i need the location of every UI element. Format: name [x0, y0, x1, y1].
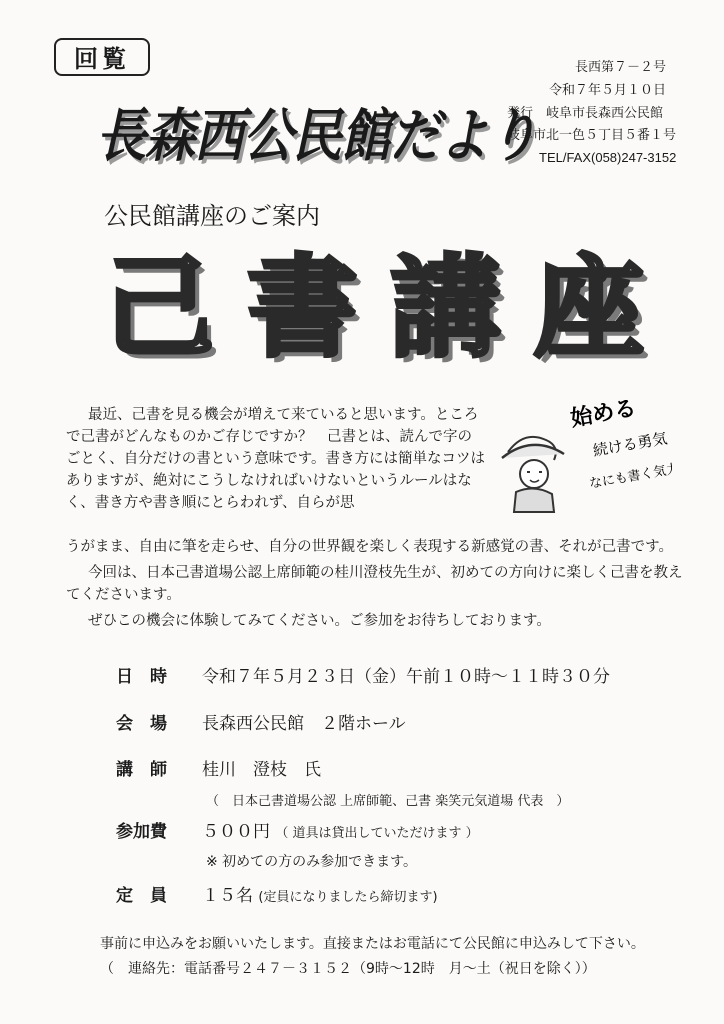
newsletter-title: 長森西公民館だより — [96, 102, 537, 170]
big-title — [104, 244, 644, 372]
capacity-note: (定員になりましたら締切ます) — [258, 890, 438, 905]
kairan-stamp: 回覧 — [54, 38, 150, 76]
fee-label: 参加費 — [116, 822, 167, 842]
art-text-1: 始める — [568, 400, 639, 432]
footer-line-1: 事前に申込みをお願いいたします。直接またはお電話にて公民館に申込みして下さい。 — [100, 936, 645, 952]
venue-value: 長森西公民館 ２階ホール — [202, 714, 406, 734]
fee-note: （ 道具は貸出していただけます ） — [275, 826, 479, 841]
intro-paragraph-2: 今回は、日本己書道場公認上席師範の桂川澄枝先生が、初めての方向けに楽しく己書を教えてくださいます。 — [66, 565, 683, 603]
big-title-char: 己 — [104, 244, 214, 372]
date-value: 令和７年５月２３日（金）午前１０時～１１時３０分 — [202, 667, 610, 687]
issue-date: 令和７年５月１０日 — [548, 83, 666, 98]
intro-paragraph-1-end: うがまま、自由に筆を走らせ、自分の世界観を楽しく表現する新感覚の書、それが己書です。 — [66, 539, 673, 555]
capacity-value: １５名 (定員になりましたら締切ます) — [202, 886, 438, 906]
footer-line-2: （ 連絡先：電話番号２４７－３１５２（9時～12時 月～土（祝日を除く）） — [100, 961, 596, 977]
address: 岐阜市北一色５丁目５番１号 — [507, 128, 677, 143]
capacity-label: 定 員 — [116, 886, 167, 906]
intro-paragraph-3: ぜひこの機会に体験してみてください。ご参加をお待ちしております。 — [88, 613, 551, 629]
teacher-value: 桂川 澄枝 氏 — [202, 760, 321, 780]
teacher-label: 講 師 — [116, 760, 167, 780]
art-text-3: なにも書く気力 — [588, 461, 672, 492]
publisher: 発行 岐阜市長森西公民館 — [507, 106, 664, 121]
big-title-char: 講 — [390, 244, 501, 372]
venue-label: 会 場 — [116, 714, 167, 734]
big-title-char: 書 — [247, 244, 358, 372]
date-label: 日 時 — [116, 667, 167, 687]
calligraphy-art-icon — [494, 400, 672, 518]
intro-paragraph-1: 最近、己書を見る機会が増えて来ていると思います。ところで己書がどんなものかご存じですか？ 己書とは、読んで字のごとく、自分だけの書という意味です。書き方には簡単なコツはありますが、絶対にこうしなければいけないというルールはなく、書き方や書き順にとらわれず、自らが思 — [66, 407, 486, 511]
fee-value: ５００円 （ 道具は貸出していただけます ） — [202, 822, 479, 842]
tel-fax: TEL/FAX(058)247-3152 — [539, 150, 677, 165]
fee-note-2: ※ 初めての方のみ参加できます。 — [206, 854, 418, 870]
big-title-char: 座 — [533, 244, 644, 372]
issue-number: 長西第７－２号 — [574, 60, 666, 75]
page-subtitle: 公民館講座のご案内 — [104, 202, 320, 230]
teacher-note: （ 日本己書道場公認 上席師範、己書 楽笑元気道場 代表 ） — [206, 794, 570, 809]
art-text-2: 続ける勇気 — [591, 429, 669, 460]
